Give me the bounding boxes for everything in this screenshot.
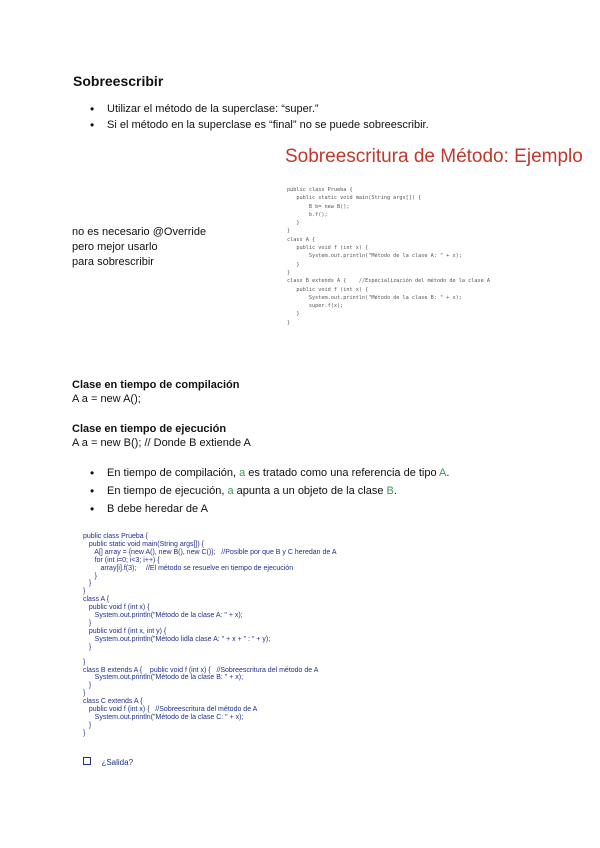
- code-line: public static void main(String args[]) {: [83, 540, 204, 548]
- code-line: }: [287, 311, 300, 318]
- code-line: System.out.println("Método de la clase A: " + x);: [83, 612, 243, 620]
- bullet-item: • En tiempo de compilación, a es tratado como una referencia de tipo A.: [87, 464, 449, 482]
- code-line: public class Prueba {: [83, 533, 148, 540]
- code-line: }: [287, 228, 291, 235]
- bullet-item: • Si el método en la superclase es “final” no se puede sobreescribir.: [87, 117, 429, 133]
- compile-time-code: A a = new A();: [72, 393, 141, 405]
- code-line: }: [83, 580, 92, 588]
- code-line: }: [287, 319, 291, 326]
- slide-code-block: [287, 186, 490, 327]
- code-line: B b= new B();: [287, 203, 350, 210]
- compile-time-label: Clase en tiempo de compilación: [72, 379, 240, 391]
- run-time-code: A a = new B(); // Donde B extiende A: [72, 437, 251, 449]
- code-line: public static void main(String args[]) {: [287, 195, 422, 202]
- code-line: class B extends A { public void f (int x) { //Sobreescritura del método de A: [83, 666, 319, 674]
- checkbox-icon: [83, 757, 91, 765]
- example-code-block: [83, 533, 336, 738]
- note-line: para sobrescribir: [72, 256, 154, 268]
- code-line: System.out.println("Método lidla clase A: " + x + " : " + y);: [83, 635, 271, 643]
- code-line: }: [83, 643, 92, 651]
- bullet-item: • Utilizar el método de la superclase: “super.”: [87, 101, 429, 117]
- slide-title: Sobreescritura de Método: Ejemplo: [285, 146, 583, 167]
- code-line: array[i].f(3); //El método se resuelve en tiempo de ejecución: [83, 564, 294, 572]
- code-line: System.out.println("Método de la clase B: " + x);: [83, 674, 244, 682]
- salida-label: ¿Salida?: [101, 758, 134, 767]
- code-line: }: [83, 658, 86, 666]
- code-line: class C extends A {: [83, 698, 143, 706]
- code-line: public void f (int x) {: [83, 604, 150, 612]
- note-line: pero mejor usarlo: [72, 241, 158, 253]
- salida-row: [83, 752, 133, 770]
- code-line: class A {: [287, 236, 316, 243]
- runtime-bullet-list: [87, 464, 449, 518]
- code-line: class B extends A { //Especialización del método de la clase A: [287, 278, 491, 285]
- section-title: Sobreescribir: [73, 73, 164, 89]
- code-line: System.out.println("Método de la clase B: " + x);: [287, 294, 462, 301]
- code-line: public class Prueba {: [287, 187, 353, 193]
- code-line: public void f (int x) {: [287, 245, 369, 252]
- code-line: public void f (int x) {: [287, 286, 369, 293]
- bullet-item: • En tiempo de ejecución, a apunta a un objeto de la clase B.: [87, 482, 449, 500]
- code-line: A[] array = {new A(), new B(), new C()}; //Posible por que B y C heredan de A: [83, 548, 337, 556]
- code-line: }: [83, 721, 92, 729]
- code-line: }: [83, 572, 98, 580]
- code-line: }: [287, 220, 300, 227]
- bullet-item: • B debe heredar de A: [87, 500, 449, 518]
- run-time-label: Clase en tiempo de ejecución: [72, 423, 227, 435]
- note-line: no es necesario @Override: [72, 226, 207, 238]
- code-line: System.out.println("Método de la clase C: " + x);: [83, 713, 244, 721]
- code-line: [83, 652, 336, 659]
- code-line: public void f (int x) { //Sobreescritura del método de A: [83, 706, 258, 714]
- code-line: }: [83, 690, 86, 698]
- override-note: [72, 225, 206, 270]
- code-line: }: [83, 682, 92, 690]
- code-line: super.f(x);: [287, 303, 344, 310]
- code-line: b.f();: [287, 211, 328, 218]
- section-bullet-list: [87, 101, 429, 133]
- code-line: for (int i=0; i<3; i++) {: [83, 556, 160, 564]
- code-line: }: [287, 269, 291, 276]
- code-line: }: [287, 261, 300, 268]
- code-line: System.out.println("Método de la clase A: " + x);: [287, 253, 462, 260]
- code-line: public void f (int x, int y) {: [83, 627, 167, 635]
- code-line: }: [83, 729, 86, 737]
- code-line: }: [83, 619, 92, 627]
- code-line: }: [83, 588, 86, 596]
- code-line: class A {: [83, 596, 110, 604]
